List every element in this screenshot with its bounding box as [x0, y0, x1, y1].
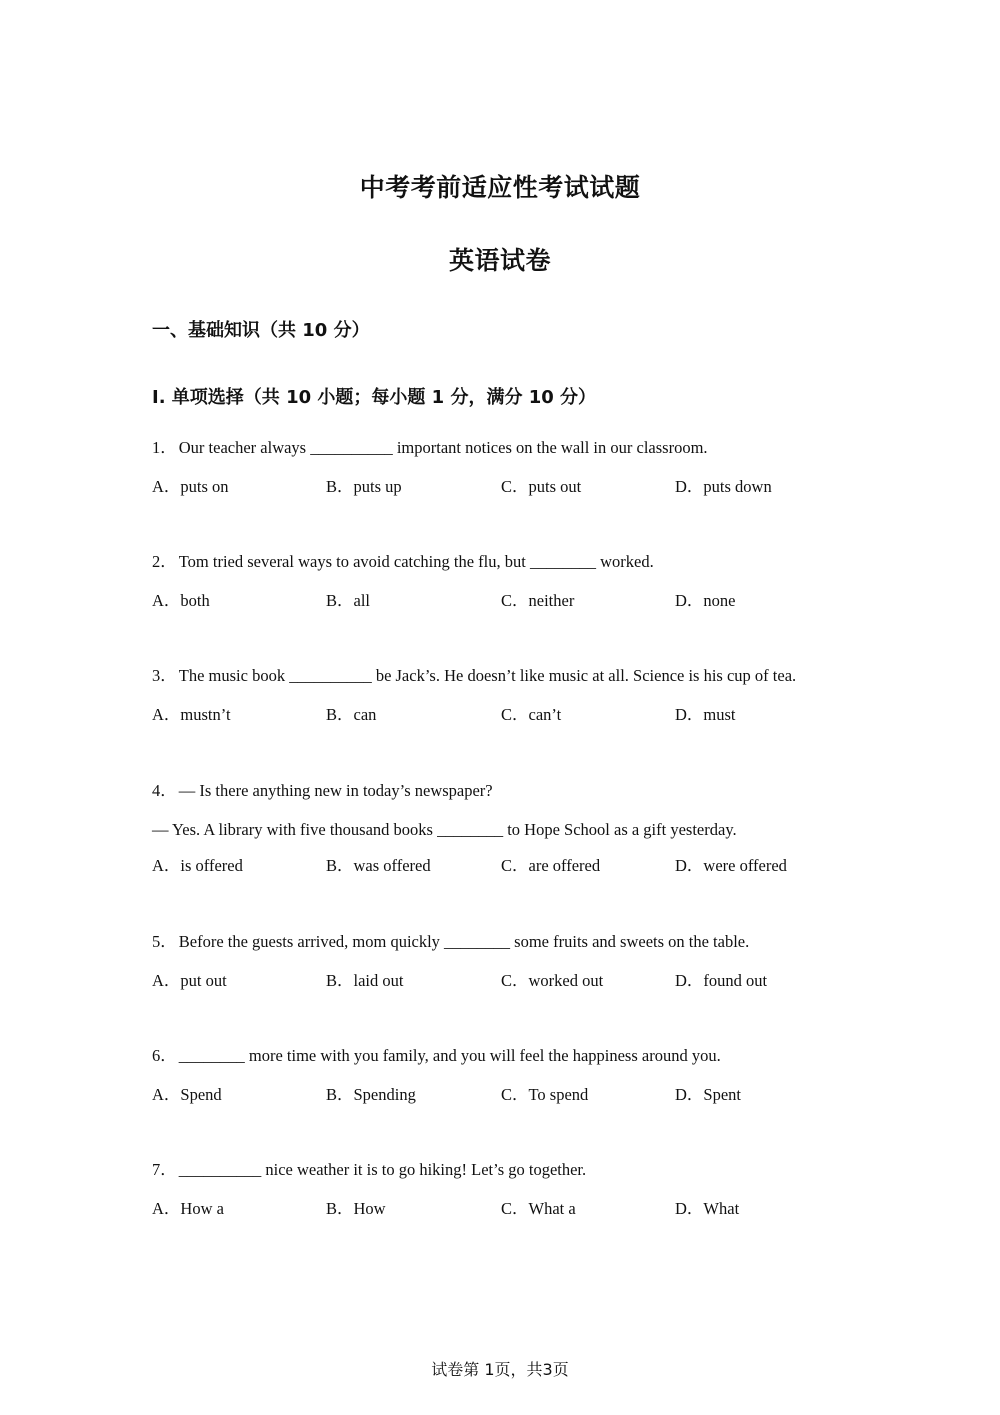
question-text: Before the guests arrived, mom quickly ________ some fruits and sweets on the table. — [178, 932, 750, 951]
question-6 — [152, 1046, 872, 1105]
option-a: A．is offered — [152, 856, 243, 875]
question-stem — [152, 666, 872, 686]
option-d: D．puts down — [675, 477, 772, 496]
option-c: C．worked out — [501, 971, 604, 990]
option-c: C．puts out — [501, 477, 582, 496]
question-number: 2． — [152, 552, 177, 571]
question-stem — [152, 438, 872, 458]
question-number: 5． — [152, 932, 177, 951]
question-text: Our teacher always __________ important notices on the wall in our classroom. — [178, 438, 708, 457]
question-number: 4． — [152, 781, 177, 800]
answer-options — [152, 1199, 872, 1219]
option-c: C．To spend — [501, 1085, 589, 1104]
question-stem — [152, 1160, 872, 1180]
option-d: D．Spent — [675, 1085, 741, 1104]
question-text: __________ nice weather it is to go hiking! Let’s go together. — [178, 1160, 587, 1179]
exam-title: 中考考前适应性考试试题 — [359, 173, 641, 202]
option-d: D．What — [675, 1199, 740, 1218]
exam-subtitle: 英语试卷 — [448, 246, 551, 275]
option-d: D．none — [675, 591, 736, 610]
question-text: — Is there anything new in today’s newspaper? — [178, 781, 493, 800]
option-c: C．What a — [501, 1199, 576, 1218]
option-a: A．mustn’t — [152, 705, 231, 724]
option-d: D．were offered — [675, 856, 787, 875]
question-number: 7． — [152, 1160, 177, 1179]
answer-options — [152, 971, 872, 991]
question-1 — [152, 438, 872, 497]
question-text-line-2: — Yes. A library with five thousand books ________ to Hope School as a gift yesterday. — [152, 820, 737, 839]
option-c: C．are offered — [501, 856, 601, 875]
question-number: 1． — [152, 438, 177, 457]
question-stem — [152, 1046, 872, 1066]
answer-options — [152, 856, 872, 876]
option-b: B．was offered — [326, 856, 431, 875]
option-b: B．puts up — [326, 477, 402, 496]
option-b: B．How — [326, 1199, 386, 1218]
answer-options — [152, 591, 872, 611]
option-b: B．Spending — [326, 1085, 416, 1104]
option-d: D．must — [675, 705, 736, 724]
question-number: 6． — [152, 1046, 177, 1065]
question-stem — [152, 781, 872, 801]
question-3 — [152, 666, 872, 725]
option-b: B．laid out — [326, 971, 404, 990]
question-2 — [152, 552, 872, 611]
option-b: B．can — [326, 705, 377, 724]
question-5 — [152, 932, 872, 991]
option-a: A．How a — [152, 1199, 224, 1218]
option-a: A．put out — [152, 971, 227, 990]
option-c: C．neither — [501, 591, 575, 610]
option-c: C．can’t — [501, 705, 562, 724]
question-text: Tom tried several ways to avoid catching the flu, but ________ worked. — [178, 552, 654, 571]
section-heading-multiple-choice: I. 单项选择（共 10 小题；每小题 1 分，满分 10 分） — [152, 387, 597, 408]
question-7 — [152, 1160, 872, 1219]
question-4 — [152, 781, 872, 876]
section-heading-basics: 一、基础知识（共 10 分） — [152, 320, 370, 341]
question-number: 3． — [152, 666, 177, 685]
page-footer: 试卷第 1页，共3页 — [431, 1360, 569, 1379]
question-stem — [152, 932, 872, 952]
question-text: The music book __________ be Jack’s. He doesn’t like music at all. Science is his cup of tea. — [178, 666, 797, 685]
answer-options — [152, 705, 872, 725]
question-stem — [152, 552, 872, 572]
option-a: A．puts on — [152, 477, 229, 496]
answer-options — [152, 477, 872, 497]
option-a: A．both — [152, 591, 210, 610]
answer-options — [152, 1085, 872, 1105]
option-b: B．all — [326, 591, 370, 610]
option-d: D．found out — [675, 971, 768, 990]
option-a: A．Spend — [152, 1085, 222, 1104]
question-text: ________ more time with you family, and you will feel the happiness around you. — [178, 1046, 721, 1065]
